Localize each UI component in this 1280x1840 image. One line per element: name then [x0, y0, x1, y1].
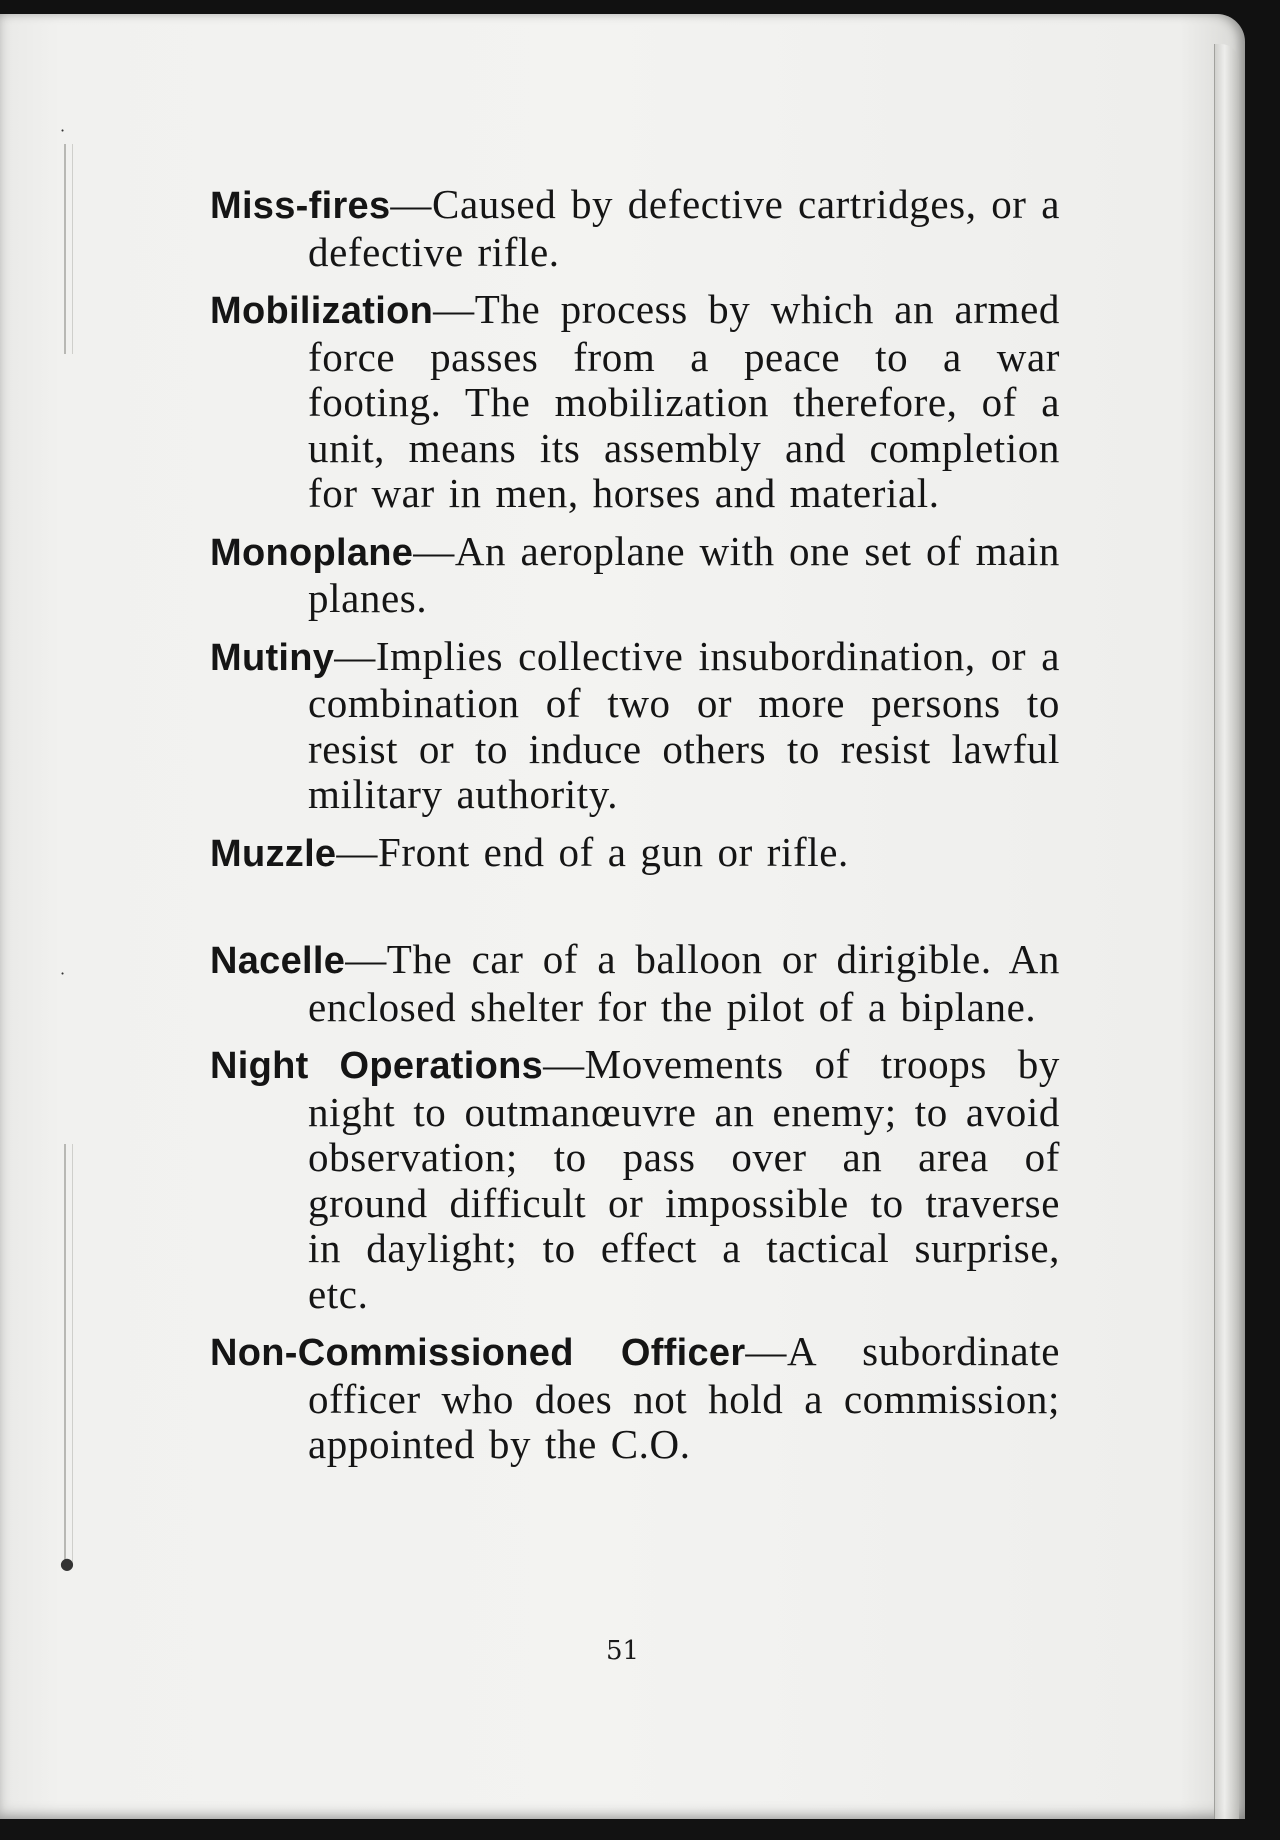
- glossary-entries: [210, 182, 1060, 1480]
- glossary-entry: [210, 1042, 1060, 1317]
- entry-term: Mutiny: [210, 636, 335, 679]
- entry-definition: —Implies collective insubordination, or a combination of two or more persons to resist or to induce others to resist lawful military authority.: [308, 632, 1060, 817]
- entry-term: Non-Commissioned Officer: [210, 1332, 746, 1374]
- page-number: 51: [605, 1636, 640, 1666]
- glossary-entry: [210, 830, 1060, 878]
- entry-definition: —A subordinate officer who does not hold a commission; appointed by the C.O.: [308, 1328, 1060, 1467]
- binding-thread-mark: [64, 144, 73, 354]
- entry-definition: —Front end of a gun or rifle.: [336, 828, 849, 875]
- entry-term: Monoplane: [210, 531, 414, 574]
- entry-term: Night Operations: [210, 1045, 544, 1087]
- glossary-entry: [210, 529, 1060, 622]
- glossary-entry: [210, 1329, 1060, 1468]
- ink-speck: ·: [60, 121, 66, 140]
- glossary-entry: [210, 634, 1060, 818]
- entry-term: Muzzle: [210, 832, 337, 875]
- entry-definition: —The process by which an armed force passes from a peace to a war footing. The mobilization therefore, of a unit, means its assembly and completion for war in men, horses and material.: [308, 286, 1060, 516]
- ink-speck: ·: [60, 964, 66, 983]
- entry-term: Mobilization: [210, 290, 434, 332]
- entry-definition: —An aeroplane with one set of main planes.: [308, 527, 1060, 621]
- binding-thread-mark: [64, 1144, 73, 1564]
- entry-term: Miss-fires: [210, 185, 391, 227]
- entry-definition: —The car of a balloon or dirigible. An enclosed shelter for the pilot of a biplane.: [308, 936, 1060, 1030]
- paper-page: [0, 14, 1245, 1819]
- scan-bottom-border: [0, 1820, 1280, 1840]
- glossary-entry: [210, 937, 1060, 1030]
- entry-definition: —Movements of troops by night to outmanœuvre an enemy; to avoid observation; to pass over an area of ground difficult or impossible to traverse in daylight; to effect a tactical surprise, etc.: [308, 1041, 1060, 1317]
- page-edge-shadow: [1214, 44, 1239, 1819]
- ink-speck: ●: [60, 1554, 74, 1573]
- glossary-entry: [210, 287, 1060, 517]
- entry-definition: —Caused by defective cartridges, or a defective rifle.: [308, 181, 1060, 275]
- entry-term: Nacelle: [210, 940, 346, 982]
- glossary-entry: [210, 182, 1060, 275]
